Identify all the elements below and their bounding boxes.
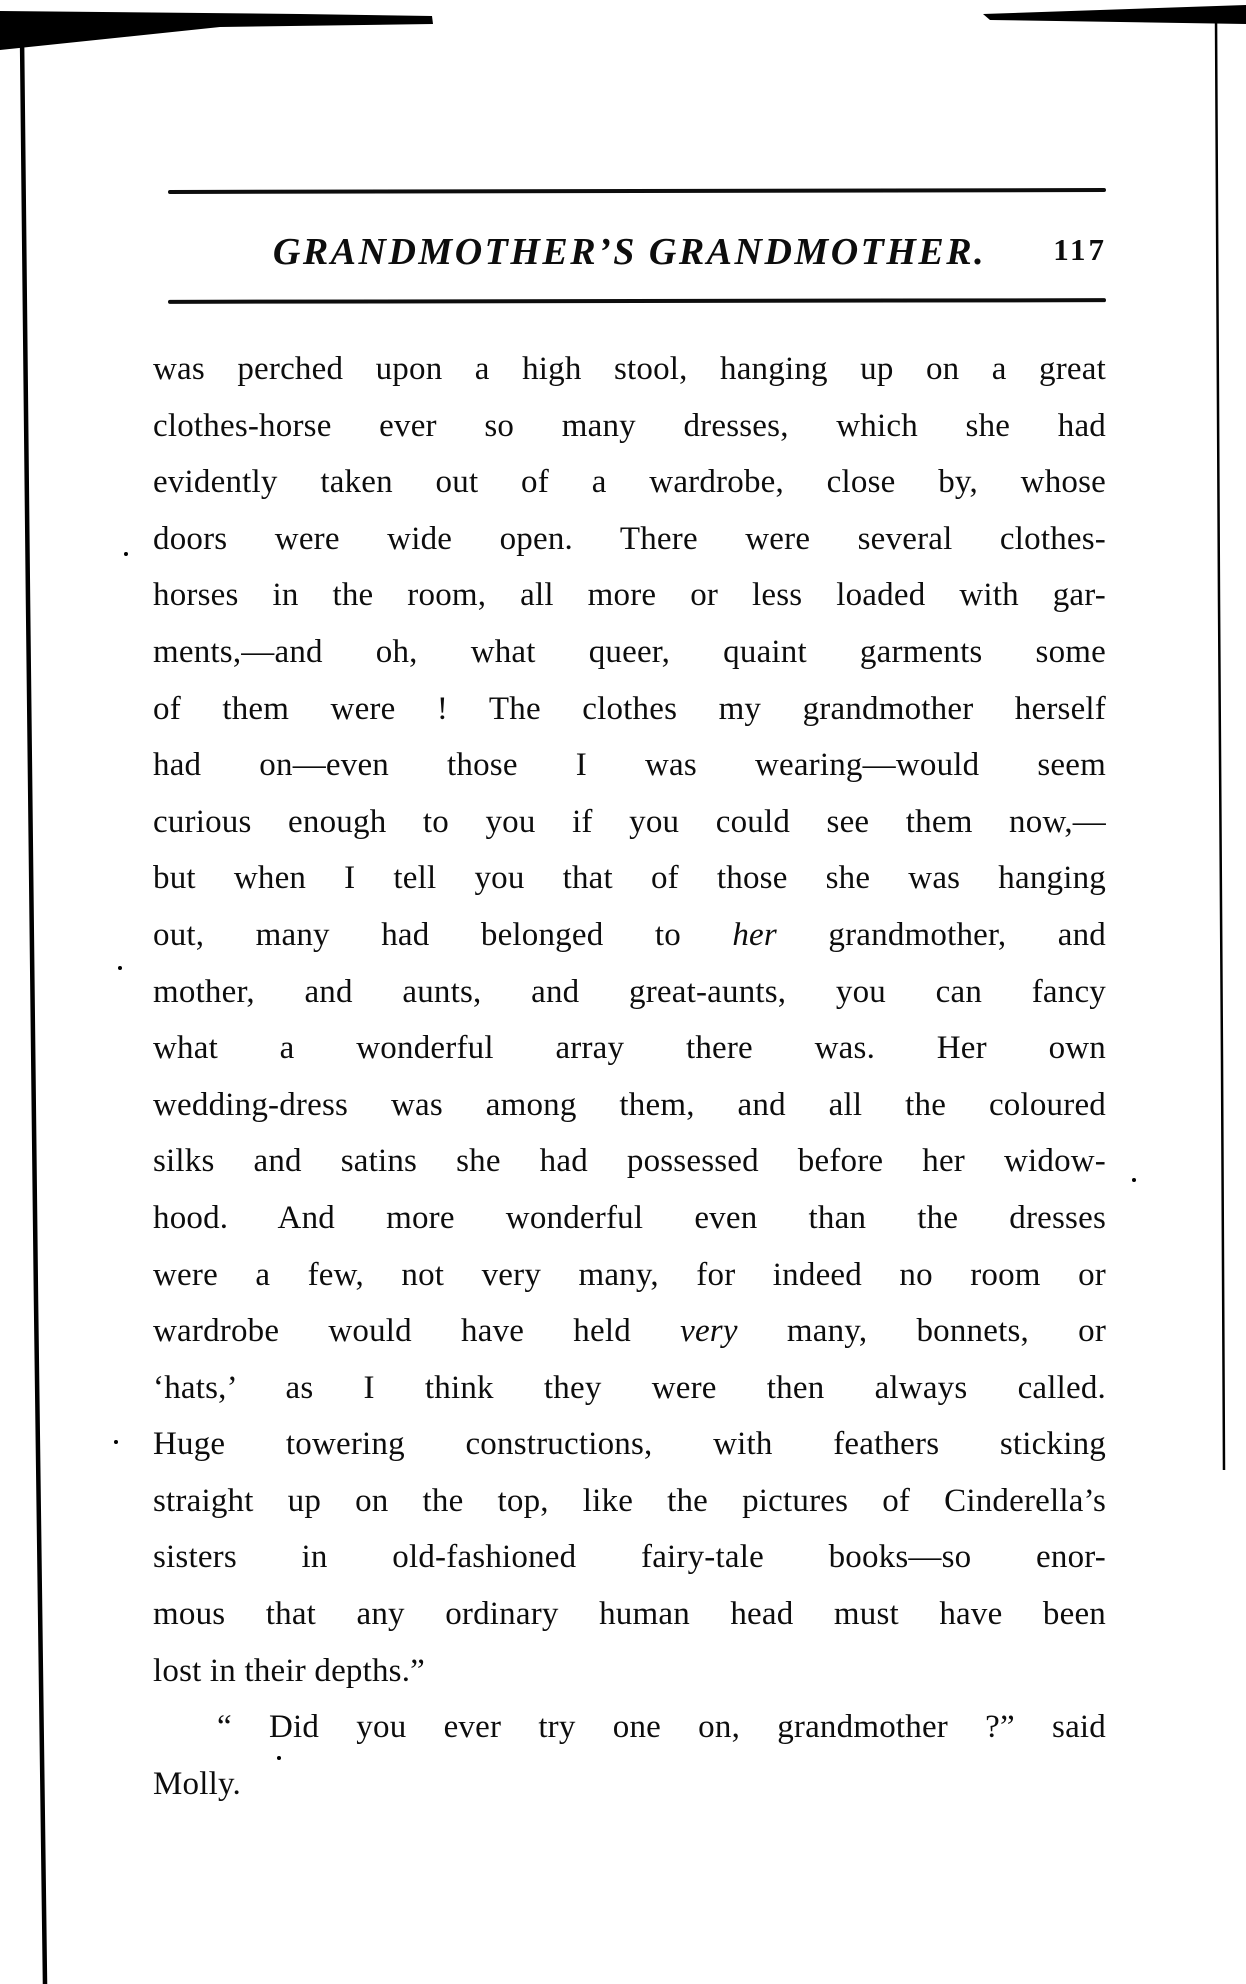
text-segment: straight up on the top, like the pictures of Cinderella’s — [153, 1482, 1106, 1519]
scan-artifact-speck — [1132, 1178, 1136, 1182]
page-header-title: GRANDMOTHER’S GRANDMOTHER. — [272, 231, 987, 273]
header-rule-top — [168, 188, 1106, 194]
text-line — [153, 964, 1106, 1021]
text-line — [153, 1360, 1106, 1417]
scan-artifact-speck — [118, 966, 122, 970]
header-rule-bottom — [168, 298, 1106, 304]
text-line — [153, 1020, 1106, 1077]
text-line — [153, 624, 1106, 681]
scan-artifact-speck — [114, 1440, 118, 1444]
text-segment: “ Did you ever try one on, grandmother ?” said — [217, 1709, 1106, 1746]
text-segment: ments,—and oh, what queer, quaint garments some — [153, 633, 1106, 670]
text-segment: evidently taken out of a wardrobe, close by, whose — [153, 464, 1106, 501]
text-line — [153, 1699, 1106, 1756]
text-line — [153, 454, 1106, 511]
italic-text-segment: very — [680, 1313, 738, 1350]
text-line — [153, 681, 1106, 738]
scan-artifact-left-gutter-line — [22, 36, 45, 1984]
text-segment: of them were ! The clothes my grandmother herself — [153, 690, 1106, 727]
text-segment: many, bonnets, or — [737, 1313, 1107, 1350]
text-segment: doors were wide open. There were several clothes- — [153, 520, 1106, 557]
text-segment: out, many had belonged to — [153, 916, 733, 953]
text-segment: wedding-dress was among them, and all the coloured — [153, 1086, 1106, 1123]
scan-artifact-top-right-band — [983, 5, 1246, 24]
text-line — [153, 1416, 1106, 1473]
text-segment: had on—even those I was wearing—would seem — [153, 747, 1106, 784]
text-line — [153, 1303, 1106, 1360]
text-line — [153, 1133, 1106, 1190]
text-line — [153, 1586, 1106, 1643]
text-segment: Molly. — [153, 1765, 241, 1802]
page-number: 117 — [1053, 232, 1107, 267]
text-line — [153, 907, 1106, 964]
scan-artifact-right-edge-line — [1216, 16, 1224, 1470]
text-line — [153, 1756, 1106, 1813]
text-segment: silks and satins she had possessed before her widow- — [153, 1143, 1106, 1180]
text-segment: ‘hats,’ as I think they were then always called. — [153, 1369, 1106, 1406]
text-segment: what a wonderful array there was. Her own — [153, 1030, 1106, 1067]
text-line — [153, 567, 1106, 624]
text-line — [153, 1077, 1106, 1134]
text-line — [153, 1247, 1106, 1304]
text-segment: curious enough to you if you could see them now,— — [153, 803, 1106, 840]
text-line — [153, 794, 1106, 851]
text-segment: mous that any ordinary human head must have been — [153, 1596, 1106, 1633]
text-segment: lost in their depths.” — [153, 1652, 426, 1689]
text-segment: sisters in old-fashioned fairy-tale books—so enor- — [153, 1539, 1106, 1576]
text-line — [153, 850, 1106, 907]
text-segment: grandmother, and — [776, 916, 1106, 953]
text-line — [153, 1473, 1106, 1530]
text-segment: mother, and aunts, and great-aunts, you can fancy — [153, 973, 1106, 1010]
text-segment: horses in the room, all more or less loaded with gar- — [153, 577, 1106, 614]
text-line — [153, 1529, 1106, 1586]
text-line — [153, 511, 1106, 568]
text-line — [153, 1643, 1106, 1700]
text-line — [153, 737, 1106, 794]
text-segment: were a few, not very many, for indeed no room or — [153, 1256, 1106, 1293]
text-segment: hood. And more wonderful even than the dresses — [153, 1199, 1106, 1236]
running-head — [152, 230, 1107, 278]
text-segment: wardrobe would have held — [153, 1313, 681, 1350]
text-segment: but when I tell you that of those she was hanging — [153, 860, 1106, 897]
text-line — [153, 1190, 1106, 1247]
text-segment: was perched upon a high stool, hanging up on a great — [153, 351, 1106, 387]
italic-text-segment: her — [732, 916, 777, 953]
text-line — [153, 341, 1106, 398]
text-segment: Huge towering constructions, with feathers sticking — [153, 1426, 1106, 1463]
scan-artifact-speck — [124, 552, 128, 556]
text-line — [153, 398, 1106, 455]
text-segment: clothes-horse ever so many dresses, which she had — [153, 407, 1106, 444]
body-text — [153, 341, 1106, 1812]
scan-artifact-top-left-wedge — [0, 11, 433, 50]
